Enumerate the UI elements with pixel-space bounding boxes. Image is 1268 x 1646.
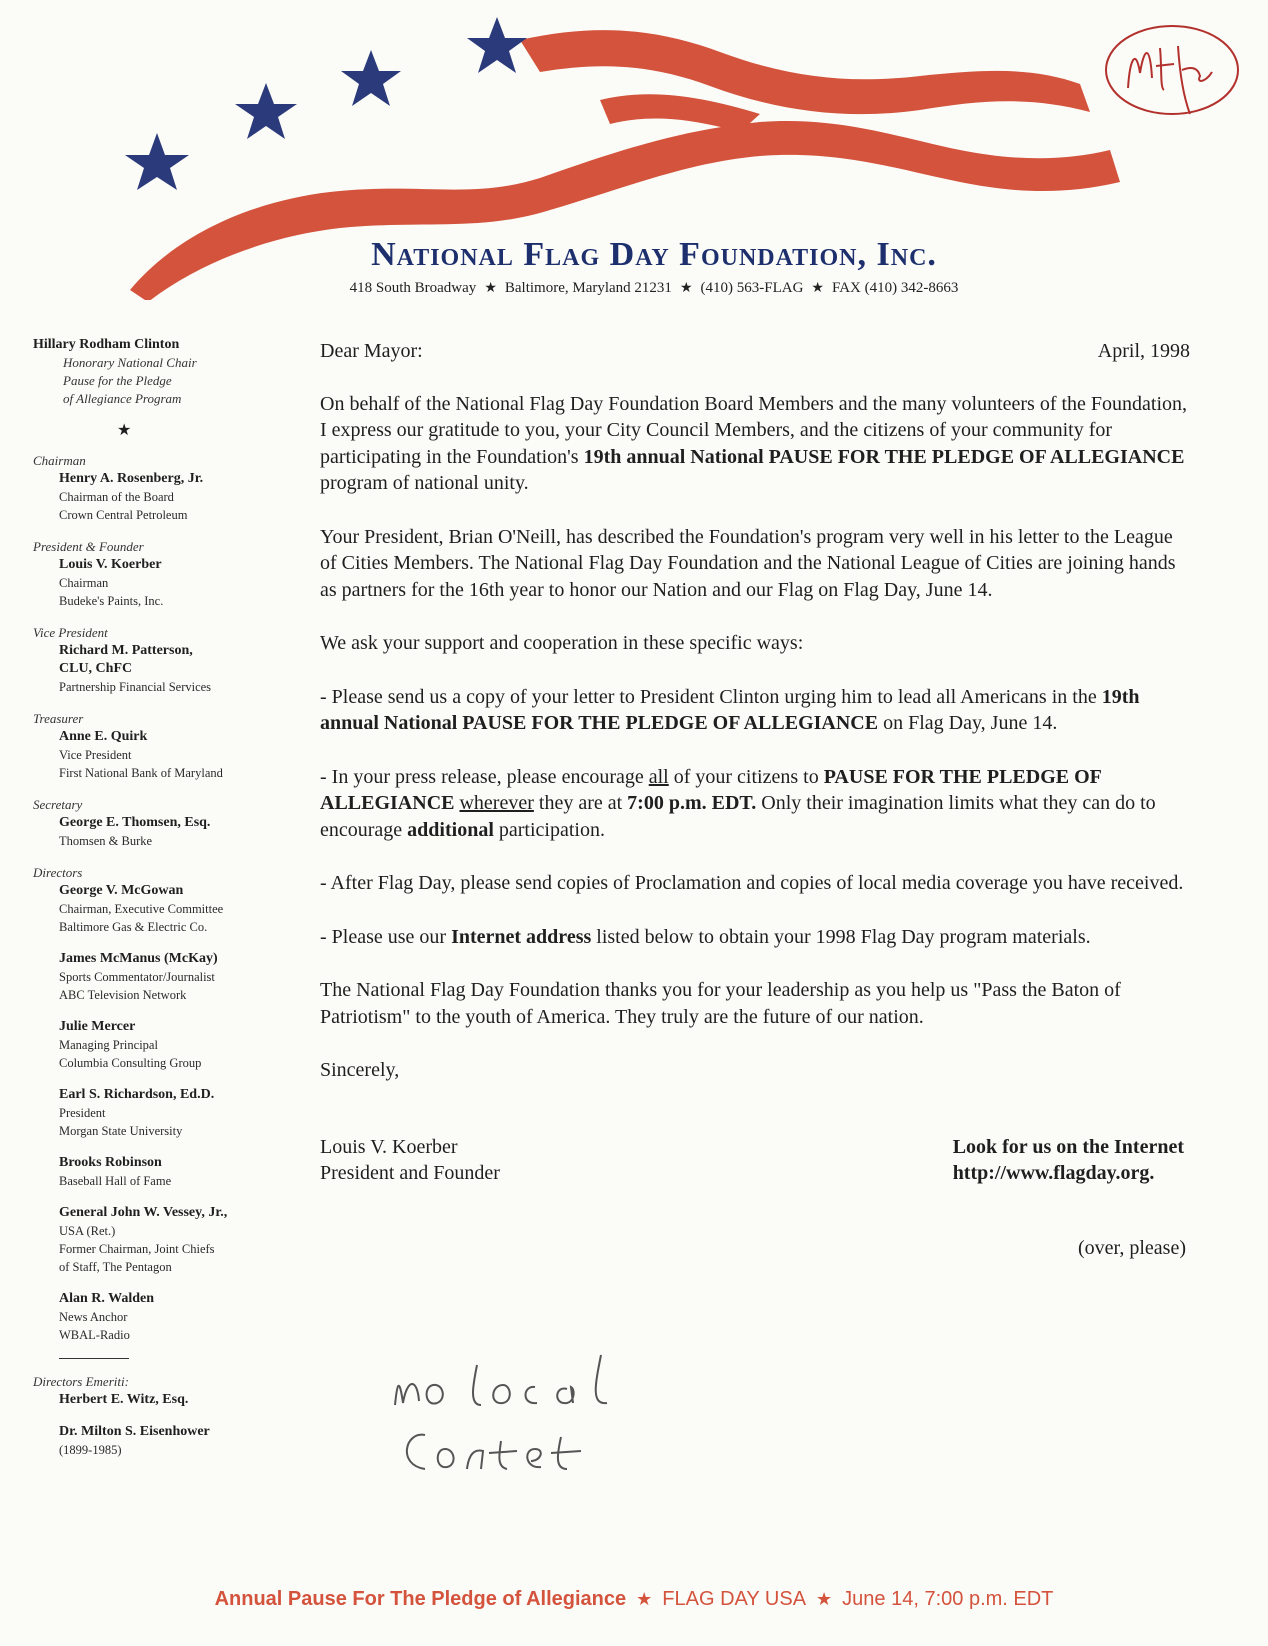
officer-name: Julie Mercer: [59, 1019, 136, 1034]
star-icon: ★: [636, 1589, 653, 1609]
board-member: [33, 1154, 263, 1190]
officer-detail: of Staff, The Pentagon: [59, 1260, 172, 1274]
emeriti-list: [33, 1391, 263, 1459]
text-run: they are at: [533, 792, 628, 814]
signature-block: [320, 1134, 1190, 1187]
footer-flag-day: FLAG DAY USA: [662, 1588, 807, 1610]
board-member: [33, 1391, 263, 1409]
officer-detail: ABC Television Network: [59, 988, 187, 1002]
officer-detail: Chairman, Executive Committee: [59, 902, 224, 916]
city-address: Baltimore, Maryland 21231: [504, 280, 672, 296]
officer-detail: Former Chairman, Joint Chiefs: [59, 1242, 215, 1256]
fax-number: FAX (410) 342-8663: [831, 280, 959, 296]
officer-detail: Columbia Consulting Group: [59, 1056, 202, 1070]
street-address: 418 South Broadway: [349, 280, 477, 296]
officer-detail: News Anchor: [59, 1310, 128, 1324]
website-label: Look for us on the Internet: [952, 1135, 1184, 1158]
board-sidebar: [33, 336, 263, 1473]
officer-detail: Baseball Hall of Fame: [59, 1174, 172, 1188]
footer-program: Annual Pause For The Pledge of Allegiance: [214, 1588, 627, 1610]
officer-detail: Honorary National Chair: [63, 355, 197, 370]
ribbon-stripe: [600, 94, 760, 132]
star-icon: ★: [117, 422, 132, 439]
officer-role: Directors: [33, 865, 83, 880]
officer-name: Louis V. Koerber: [59, 557, 162, 572]
officer-detail: Crown Central Petroleum: [59, 508, 188, 522]
officer-name: James McManus (McKay): [59, 951, 218, 966]
emphasis-text: PAUSE FOR THE PLEDGE OF ALLEGIANCE: [320, 765, 1102, 814]
footer-date: June 14, 7:00 p.m. EDT: [842, 1588, 1054, 1610]
officer-detail: Thomsen & Burke: [59, 834, 153, 848]
officer-detail: Budeke's Paints, Inc.: [59, 594, 164, 608]
star-icon: ★: [679, 281, 693, 296]
star-icon: ★: [816, 1589, 833, 1609]
officer-detail: Pause for the Pledge: [63, 373, 172, 388]
officer-role: Treasurer: [33, 711, 84, 726]
emphasis-text: Internet address: [451, 925, 592, 948]
text-run: Only their imagination limits what they can do to encourage: [320, 792, 1156, 841]
board-member: [33, 950, 263, 1004]
officer-detail: USA (Ret.): [59, 1224, 116, 1238]
request-item: [320, 684, 1190, 737]
board-member: [33, 1423, 263, 1459]
text-run: of your citizens to: [668, 765, 824, 788]
footer-slogan: [0, 1588, 1268, 1611]
directors-list: [33, 882, 263, 1344]
officer-detail: President: [59, 1106, 106, 1120]
officer-name: Anne E. Quirk: [59, 729, 148, 744]
star-icon: ★: [484, 281, 497, 296]
secretary-block: [33, 796, 263, 850]
board-member: [33, 1086, 263, 1140]
signer: [320, 1134, 500, 1187]
officer-role: Secretary: [33, 797, 83, 812]
officer-detail: First National Bank of Maryland: [59, 766, 223, 780]
officer-name: CLU, ChFC: [59, 661, 133, 676]
officer-detail: Managing Principal: [59, 1038, 158, 1052]
text-run: - Please send us a copy of your letter to President Clinton urging him to lead all Americans in the: [320, 685, 1102, 708]
officer-detail: Partnership Financial Services: [59, 680, 212, 694]
officer-name: General John W. Vessey, Jr.,: [59, 1205, 228, 1220]
emphasis-text: 19th annual National PAUSE FOR THE PLEDGE OF ALLEGIANCE: [583, 445, 1185, 468]
text-run: - Please use our: [320, 925, 452, 948]
officer-name: Dr. Milton S. Eisenhower: [59, 1424, 210, 1439]
officer-detail: Sports Commentator/Journalist: [59, 970, 215, 984]
officer-detail: Chairman: [59, 576, 109, 590]
officer-role: Vice President: [33, 625, 108, 640]
officer-detail: (1899-1985): [59, 1443, 122, 1457]
officer-name: Hillary Rodham Clinton: [33, 337, 180, 352]
website-url: http://www.flagday.org.: [952, 1162, 1155, 1184]
letter-date: April, 1998: [1097, 340, 1190, 362]
officer-role: President & Founder: [33, 539, 144, 554]
underlined-text: all: [648, 765, 669, 788]
paragraph: [320, 391, 1190, 497]
star-icon: [341, 50, 401, 106]
treasurer-block: [33, 710, 263, 782]
underlined-text: wherever: [459, 792, 534, 814]
salutation: Dear Mayor:: [320, 340, 423, 362]
paragraph: Your President, Brian O'Neill, has described the Foundation's program very well in his letter to the League of Cities Members. The National Flag Day Foundation and the National League of Cities are joining hands as partners for the 16th year to honor our Nation and our Flag on Flag Day, June 14.: [320, 525, 1176, 601]
board-member: [33, 1018, 263, 1072]
emphasis-text: 19th annual National PAUSE FOR THE PLEDGE OF ALLEGIANCE: [320, 685, 1140, 734]
signer-name: Louis V. Koerber: [320, 1135, 458, 1158]
received-stamp: [1100, 18, 1244, 123]
officer-detail: Morgan State University: [59, 1124, 183, 1138]
text-run: On behalf of the National Flag Day Foundation Board Members and the many volunteers of the Foundation, I express our gratitude to you, your City Council Members, and the citizens of your community for participating in the Foundation's: [320, 392, 1188, 468]
officer-detail: Vice President: [59, 748, 132, 762]
officer-name: Brooks Robinson: [59, 1155, 162, 1170]
paragraph: We ask your support and cooperation in these specific ways:: [320, 632, 804, 654]
star-icon: [235, 83, 297, 139]
vice-president-block: [33, 624, 263, 696]
star-icon: ★: [811, 281, 824, 296]
officer-name: Herbert E. Witz, Esq.: [59, 1392, 189, 1407]
phone-number: (410) 563-FLAG: [700, 280, 804, 296]
paragraph: The National Flag Day Foundation thanks you for your leadership as you help us "Pass the Baton of Patriotism" to the youth of America. They truly are the future of our nation.: [320, 979, 1121, 1028]
request-item: [320, 924, 1190, 951]
officer-role: Chairman: [33, 453, 86, 468]
handwritten-note: [385, 1345, 665, 1485]
text-run: program of national unity.: [320, 472, 529, 494]
text-run: on Flag Day, June 14.: [878, 712, 1058, 734]
over-please-note: (over, please): [1077, 1236, 1186, 1259]
divider: [59, 1358, 129, 1359]
emphasis-text: additional: [407, 818, 494, 841]
star-icon: [125, 133, 189, 190]
closing: Sincerely,: [320, 1059, 400, 1081]
officer-role: Directors Emeriti:: [33, 1374, 129, 1389]
board-member: [33, 1290, 263, 1344]
board-member: [33, 882, 263, 936]
text-run: - In your press release, please encourage: [320, 765, 649, 788]
officer-name: Alan R. Walden: [59, 1291, 155, 1306]
request-item: - After Flag Day, please send copies of Proclamation and copies of local media coverage you have received.: [320, 872, 1184, 894]
star-icon: [467, 17, 527, 73]
officer-name: Henry A. Rosenberg, Jr.: [59, 471, 204, 486]
salutation-row: [320, 338, 1190, 365]
chairman-block: [33, 452, 263, 524]
officer-detail: WBAL-Radio: [59, 1328, 130, 1342]
board-member: [33, 1204, 263, 1276]
honorary-chair: [33, 336, 263, 408]
letter-body: [320, 338, 1190, 1261]
text-run: participation.: [493, 818, 605, 841]
officer-name: Richard M. Patterson,: [59, 643, 193, 658]
request-item: [320, 764, 1190, 844]
website-callout: [953, 1134, 1190, 1187]
officer-detail: Chairman of the Board: [59, 490, 174, 504]
officer-detail: Baltimore Gas & Electric Co.: [59, 920, 208, 934]
organization-address: [0, 280, 1268, 297]
officer-name: George E. Thomsen, Esq.: [59, 815, 211, 830]
signer-title: President and Founder: [320, 1162, 500, 1184]
officer-name: Earl S. Richardson, Ed.D.: [59, 1087, 215, 1102]
officer-detail: of Allegiance Program: [63, 391, 182, 406]
president-block: [33, 538, 263, 610]
officer-name: George V. McGowan: [59, 883, 184, 898]
emphasis-text: 7:00 p.m. EDT.: [627, 792, 757, 814]
organization-name: National Flag Day Foundation, Inc.: [371, 236, 937, 273]
text-run: listed below to obtain your 1998 Flag Day program materials.: [591, 925, 1091, 948]
